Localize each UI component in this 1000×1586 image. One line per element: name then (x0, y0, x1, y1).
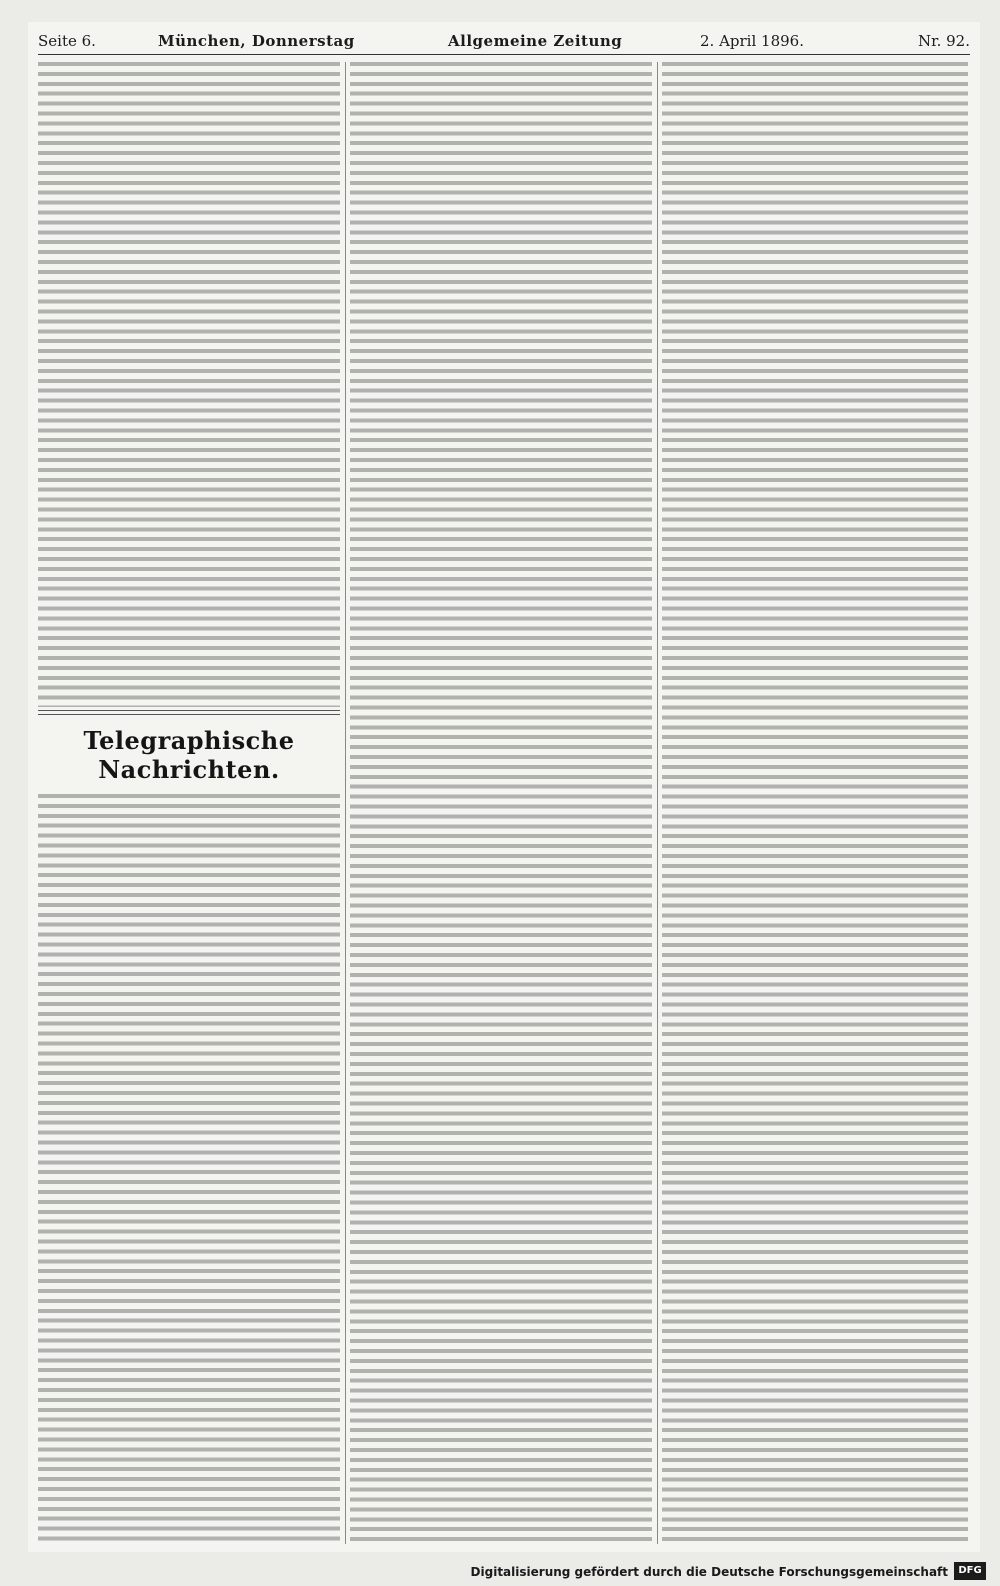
dfg-logo: DFG (954, 1562, 986, 1580)
article-text-block (350, 62, 652, 1544)
issue-date: 2. April 1896. (700, 32, 804, 50)
column-2 (350, 62, 652, 1544)
newspaper-title: Allgemeine Zeitung (448, 32, 623, 50)
section-heading: Telegraphische Nachrichten. (83, 726, 295, 784)
article-text-block (38, 794, 340, 1544)
divider (38, 714, 340, 715)
funding-credit: Digitalisierung gefördert durch die Deutsche Forschungsgemeinschaft (470, 1565, 948, 1579)
issue-number: Nr. 92. (917, 32, 970, 50)
column-separator (345, 62, 346, 1544)
column-3 (662, 62, 968, 1544)
page-number: Seite 6. (38, 32, 96, 50)
masthead-rule (38, 54, 970, 55)
divider (38, 710, 340, 711)
digitization-footer (0, 1556, 1000, 1586)
article-text-block (38, 62, 340, 707)
column-separator (657, 62, 658, 1544)
column-1 (38, 62, 340, 1544)
place-and-day: München, Donnerstag (158, 32, 355, 50)
article-text-block (662, 62, 968, 1542)
newspaper-page (28, 22, 980, 1552)
masthead (38, 28, 970, 54)
